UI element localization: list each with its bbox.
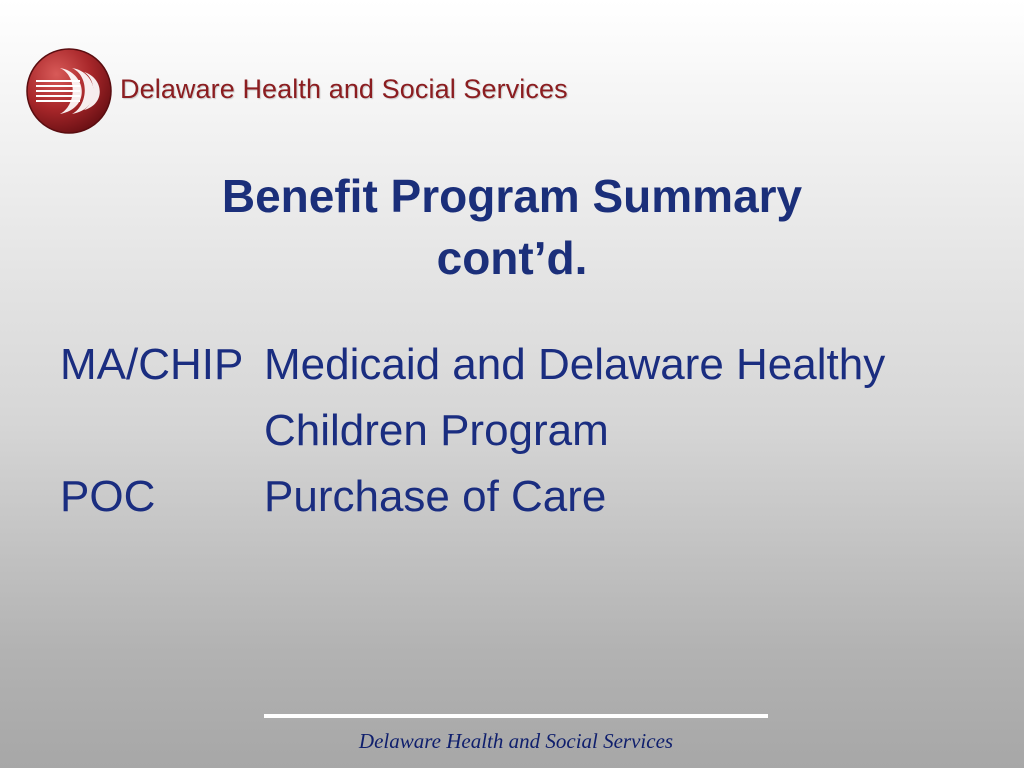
header xyxy=(26,48,568,134)
footer-text: Delaware Health and Social Services xyxy=(358,729,674,753)
delaware-hss-logo-icon xyxy=(26,48,112,134)
definition-description xyxy=(264,464,960,530)
slide-title-line-1: Benefit Program Summary xyxy=(221,170,803,222)
definition-description-line: Medicaid and Delaware Healthy xyxy=(264,340,886,389)
definition-description-line: Purchase of Care xyxy=(264,472,607,521)
definitions-list xyxy=(60,332,960,530)
definition-description-line: Children Program xyxy=(264,406,609,455)
slide-title xyxy=(112,165,912,289)
footer-divider xyxy=(264,714,768,718)
definition-term: MA/CHIP xyxy=(60,340,244,389)
definition-row xyxy=(60,332,960,464)
org-name: Delaware Health and Social Services xyxy=(120,73,568,104)
slide-title-line-2: cont’d. xyxy=(436,232,588,284)
definition-term: POC xyxy=(60,472,156,521)
definition-row xyxy=(60,464,960,530)
definition-description xyxy=(264,332,960,464)
